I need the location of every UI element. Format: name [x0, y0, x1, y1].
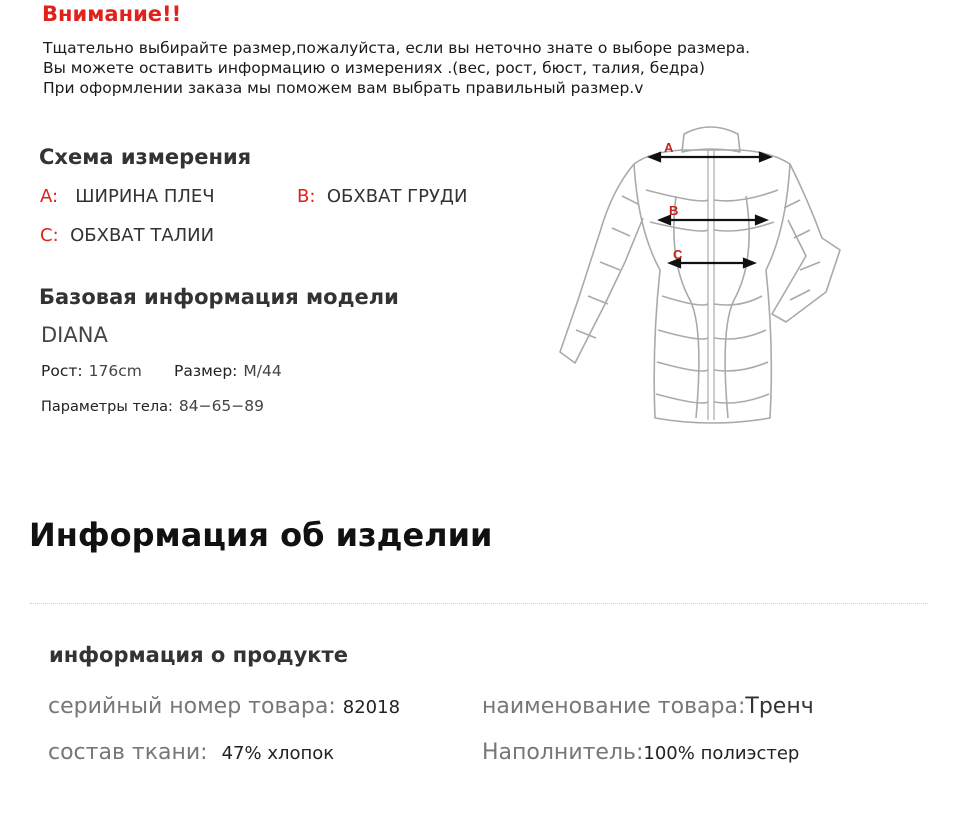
marker-a: A [664, 140, 674, 155]
marker-b: B [669, 203, 679, 218]
warning-line-3: При оформлении заказа мы поможем вам выбрать правильный размер.v [43, 79, 644, 97]
measurement-arrows [650, 153, 770, 267]
measurement-label: ШИРИНА ПЛЕЧ [75, 186, 215, 207]
size-value: M/44 [243, 362, 282, 380]
product-name-value: Тренч [745, 694, 814, 719]
body-params-label: Параметры тела: [41, 399, 173, 415]
measurement-key: C [40, 225, 53, 246]
body-params-value: 84−65−89 [178, 397, 265, 415]
height-label: Рост: [41, 362, 83, 380]
product-section-title: Информация об изделии [29, 516, 493, 554]
model-size [174, 362, 282, 380]
measurement-key: A [40, 186, 52, 207]
jacket-outline [560, 127, 840, 423]
warning-line-1: Тщательно выбирайте размер,пожалуйста, если вы неточно знате о выборе размера. [43, 39, 751, 57]
fabric-value: 47% хлопок [221, 743, 335, 764]
product-name-row [482, 694, 814, 719]
warning-line-2: Вы можете оставить информацию о измерениях .(вес, рост, бюст, талия, бедра) [43, 59, 705, 77]
product-name-label: наименование товара: [482, 694, 746, 719]
measurement-item-b: B: ОБХВАТ ГРУДИ [297, 186, 468, 207]
size-label: Размер: [174, 362, 238, 380]
measurement-scheme-title: Схема измерения [39, 145, 252, 169]
height-value: 176cm [88, 362, 142, 380]
measurement-label: ОБХВАТ ГРУДИ [326, 186, 468, 207]
marker-c: C [673, 247, 683, 262]
serial-label: серийный номер товара: [48, 694, 336, 719]
model-height [41, 362, 142, 380]
fabric-label: состав ткани: [48, 740, 208, 765]
model-info-title: Базовая информация модели [39, 285, 399, 309]
filler-row [482, 740, 799, 765]
filler-label: Наполнитель: [482, 740, 644, 765]
measurement-key: B [297, 186, 310, 207]
measurement-item-a: A: ШИРИНА ПЛЕЧ [40, 186, 215, 207]
jacket-measurement-diagram [555, 122, 847, 432]
serial-number-row [48, 694, 400, 719]
product-info-title: информация о продукте [49, 643, 348, 667]
model-name: DIANA [41, 323, 108, 347]
measurement-markers [664, 140, 683, 262]
measurement-item-c: C: ОБХВАТ ТАЛИИ [40, 225, 215, 246]
warning-title: Внимание!! [42, 2, 182, 26]
section-divider [30, 603, 928, 604]
filler-value: 100% полиэстер [643, 743, 800, 764]
serial-value: 82018 [342, 697, 401, 718]
model-body-params [41, 397, 264, 415]
fabric-row [48, 740, 334, 765]
measurement-label: ОБХВАТ ТАЛИИ [70, 225, 215, 246]
